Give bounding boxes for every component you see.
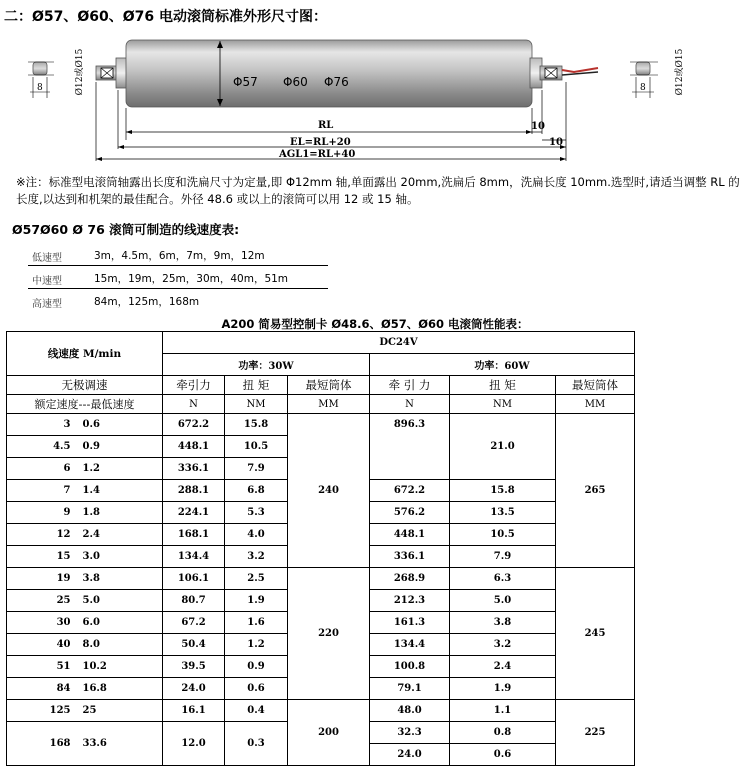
torque-60w: 1.9 — [450, 678, 556, 700]
traction-60w: 161.3 — [370, 612, 450, 634]
torque-header-60w: 扭 矩 — [450, 376, 556, 395]
torque-60w: 7.9 — [450, 546, 556, 568]
min-speed: 0.6 — [82, 419, 100, 430]
diameter-57: Φ57 — [233, 75, 258, 89]
rated-speed: 168 — [49, 738, 71, 749]
min-body-30w: 200 — [288, 700, 370, 766]
torque-30w: 0.3 — [225, 722, 288, 766]
traction-60w: 896.3 — [370, 414, 450, 480]
speed-values: 3m，4.5m，6m，7m，9m，12m — [94, 250, 265, 262]
roller-dimension-drawing — [0, 28, 750, 170]
speed-values: 15m，19m，25m，30m，40m，51m — [94, 273, 289, 285]
torque-30w: 5.3 — [225, 502, 288, 524]
table-row — [7, 700, 635, 722]
traction-60w: 576.2 — [370, 502, 450, 524]
traction-60w: 134.4 — [370, 634, 450, 656]
page-heading: 二：Ø57、Ø60、Ø76 电动滚筒标准外形尺寸图： — [4, 9, 328, 25]
traction-30w: 16.1 — [163, 700, 225, 722]
min-speed: 1.4 — [82, 485, 100, 496]
torque-30w: 3.2 — [225, 546, 288, 568]
min-speed: 3.8 — [82, 573, 100, 584]
torque-30w: 10.5 — [225, 436, 288, 458]
min-speed: 1.2 — [82, 463, 100, 474]
traction-30w: 168.1 — [163, 524, 225, 546]
power-60w-header: 功率：60W — [370, 354, 635, 376]
ten-label-b: 10 — [549, 137, 563, 148]
torque-60w: 15.8 — [450, 480, 556, 502]
rated-speed: 19 — [56, 573, 71, 584]
traction-60w: 100.8 — [370, 656, 450, 678]
min-speed: 6.0 — [82, 617, 100, 628]
speed-row-high — [28, 289, 328, 311]
torque-30w: 4.0 — [225, 524, 288, 546]
torque-30w: 1.6 — [225, 612, 288, 634]
min-speed: 33.6 — [82, 738, 107, 749]
min-body-header: 最短筒体 — [288, 376, 370, 395]
rated-speed: 6 — [63, 463, 71, 474]
torque-30w: 0.4 — [225, 700, 288, 722]
unit-n-60w: N — [370, 395, 450, 414]
torque-30w: 6.8 — [225, 480, 288, 502]
min-speed: 0.9 — [82, 441, 100, 452]
speed-table-title: Ø57Ø60 Ø 76 滚筒可制造的线速度表: — [12, 222, 240, 237]
torque-30w: 1.2 — [225, 634, 288, 656]
torque-60w: 10.5 — [450, 524, 556, 546]
torque-60w: 21.0 — [450, 414, 556, 480]
min-speed: 10.2 — [82, 661, 107, 672]
traction-header: 牵引力 — [163, 376, 225, 395]
traction-30w: 39.5 — [163, 656, 225, 678]
torque-30w: 1.9 — [225, 590, 288, 612]
min-speed: 5.0 — [82, 595, 100, 606]
rated-speed: 9 — [63, 507, 71, 518]
speed-row-medium — [28, 266, 328, 289]
unit-mm: MM — [288, 395, 370, 414]
torque-30w: 0.6 — [225, 678, 288, 700]
rated-speed: 7 — [63, 485, 71, 496]
min-body-60w: 265 — [556, 414, 635, 568]
torque-30w: 0.9 — [225, 656, 288, 678]
traction-60w: 268.9 — [370, 568, 450, 590]
rated-speed: 84 — [56, 683, 71, 694]
traction-30w: 50.4 — [163, 634, 225, 656]
min-speed: 2.4 — [82, 529, 100, 540]
traction-30w: 288.1 — [163, 480, 225, 502]
unit-nm-60w: NM — [450, 395, 556, 414]
power-30w-header: 功率：30W — [163, 354, 370, 376]
right-flat-length: 8 — [640, 83, 646, 93]
min-body-60w: 225 — [556, 700, 635, 766]
traction-30w: 336.1 — [163, 458, 225, 480]
torque-30w: 7.9 — [225, 458, 288, 480]
right-shaft-diameter: Ø12或Ø15 — [675, 48, 685, 96]
torque-60w: 2.4 — [450, 656, 556, 678]
min-speed: 1.8 — [82, 507, 100, 518]
rated-speed: 3 — [63, 419, 71, 430]
speed-type: 高速型 — [32, 299, 62, 310]
diameter-76: Φ76 — [324, 75, 349, 89]
unit-nm: NM — [225, 395, 288, 414]
speed-header: 线速度 M/min — [7, 332, 163, 376]
table-row — [7, 414, 635, 436]
roller-body — [96, 40, 598, 107]
min-body-30w: 240 — [288, 414, 370, 568]
unit-n: N — [163, 395, 225, 414]
min-speed: 8.0 — [82, 639, 100, 650]
rated-speed: 30 — [56, 617, 71, 628]
speed-type: 中速型 — [32, 276, 62, 287]
el-label: EL=RL+20 — [290, 137, 351, 148]
min-speed: 3.0 — [82, 551, 100, 562]
rl-label: RL — [318, 120, 334, 131]
min-body-header-60w: 最短筒体 — [556, 376, 635, 395]
rated-speed: 15 — [56, 551, 71, 562]
speed-sub-header: 无极调速 — [7, 376, 163, 395]
ten-label-a: 10 — [531, 121, 545, 132]
speed-row-low — [28, 243, 328, 266]
traction-30w: 672.2 — [163, 414, 225, 436]
traction-30w: 134.4 — [163, 546, 225, 568]
speed-type: 低速型 — [32, 253, 62, 264]
torque-60w: 3.8 — [450, 612, 556, 634]
left-shaft-end — [28, 48, 85, 98]
min-speed: 25 — [82, 705, 97, 716]
torque-60w: 0.6 — [450, 744, 556, 766]
right-shaft-end — [630, 48, 685, 98]
unit-mm-60w: MM — [556, 395, 635, 414]
traction-30w: 24.0 — [163, 678, 225, 700]
traction-30w: 448.1 — [163, 436, 225, 458]
agl-label: AGL1=RL+40 — [279, 149, 356, 160]
traction-60w: 336.1 — [370, 546, 450, 568]
torque-60w: 3.2 — [450, 634, 556, 656]
traction-60w: 672.2 — [370, 480, 450, 502]
torque-30w: 15.8 — [225, 414, 288, 436]
torque-header: 扭 矩 — [225, 376, 288, 395]
torque-60w: 13.5 — [450, 502, 556, 524]
torque-60w: 0.8 — [450, 722, 556, 744]
rated-speed: 4.5 — [53, 441, 71, 452]
rated-speed: 25 — [56, 595, 71, 606]
traction-60w: 79.1 — [370, 678, 450, 700]
traction-60w: 448.1 — [370, 524, 450, 546]
torque-60w: 5.0 — [450, 590, 556, 612]
rated-speed: 51 — [56, 661, 71, 672]
traction-30w: 12.0 — [163, 722, 225, 766]
traction-30w: 106.1 — [163, 568, 225, 590]
left-flat-length: 8 — [37, 83, 43, 93]
voltage-header: DC24V — [163, 332, 635, 354]
speed-list — [28, 243, 328, 311]
traction-30w: 224.1 — [163, 502, 225, 524]
torque-60w: 6.3 — [450, 568, 556, 590]
traction-30w: 80.7 — [163, 590, 225, 612]
traction-60w: 212.3 — [370, 590, 450, 612]
min-body-30w: 220 — [288, 568, 370, 700]
traction-60w: 32.3 — [370, 722, 450, 744]
torque-60w: 1.1 — [450, 700, 556, 722]
performance-table — [6, 331, 635, 766]
min-body-60w: 245 — [556, 568, 635, 700]
speed-range-header: 额定速度---最低速度 — [7, 395, 163, 414]
min-speed: 16.8 — [82, 683, 107, 694]
rated-speed: 40 — [56, 639, 71, 650]
traction-header-60w: 牵 引 力 — [370, 376, 450, 395]
dimension-note: ※注：标准型电滚筒轴露出长度和洗扁尺寸为定量,即 Φ12mm 轴,单面露出 20mm,洗扁后 8mm，洗扁长度 10mm.选型时,请适当调整 RL 的长度,以达到和机架的最佳配合。外径 48.6 或以上的滚筒可以用 12 或 15 轴。 — [16, 175, 740, 206]
table-row — [7, 568, 635, 590]
traction-60w: 48.0 — [370, 700, 450, 722]
torque-30w: 2.5 — [225, 568, 288, 590]
rated-speed: 12 — [56, 529, 71, 540]
traction-60w: 24.0 — [370, 744, 450, 766]
diameter-60: Φ60 — [283, 75, 308, 89]
left-shaft-diameter: Ø12或Ø15 — [75, 48, 85, 96]
performance-table-title: A200 简易型控制卡 Ø48.6、Ø57、Ø60 电滚筒性能表： — [221, 317, 529, 331]
traction-30w: 67.2 — [163, 612, 225, 634]
rated-speed: 125 — [49, 705, 71, 716]
speed-values: 84m，125m，168m — [94, 296, 200, 308]
